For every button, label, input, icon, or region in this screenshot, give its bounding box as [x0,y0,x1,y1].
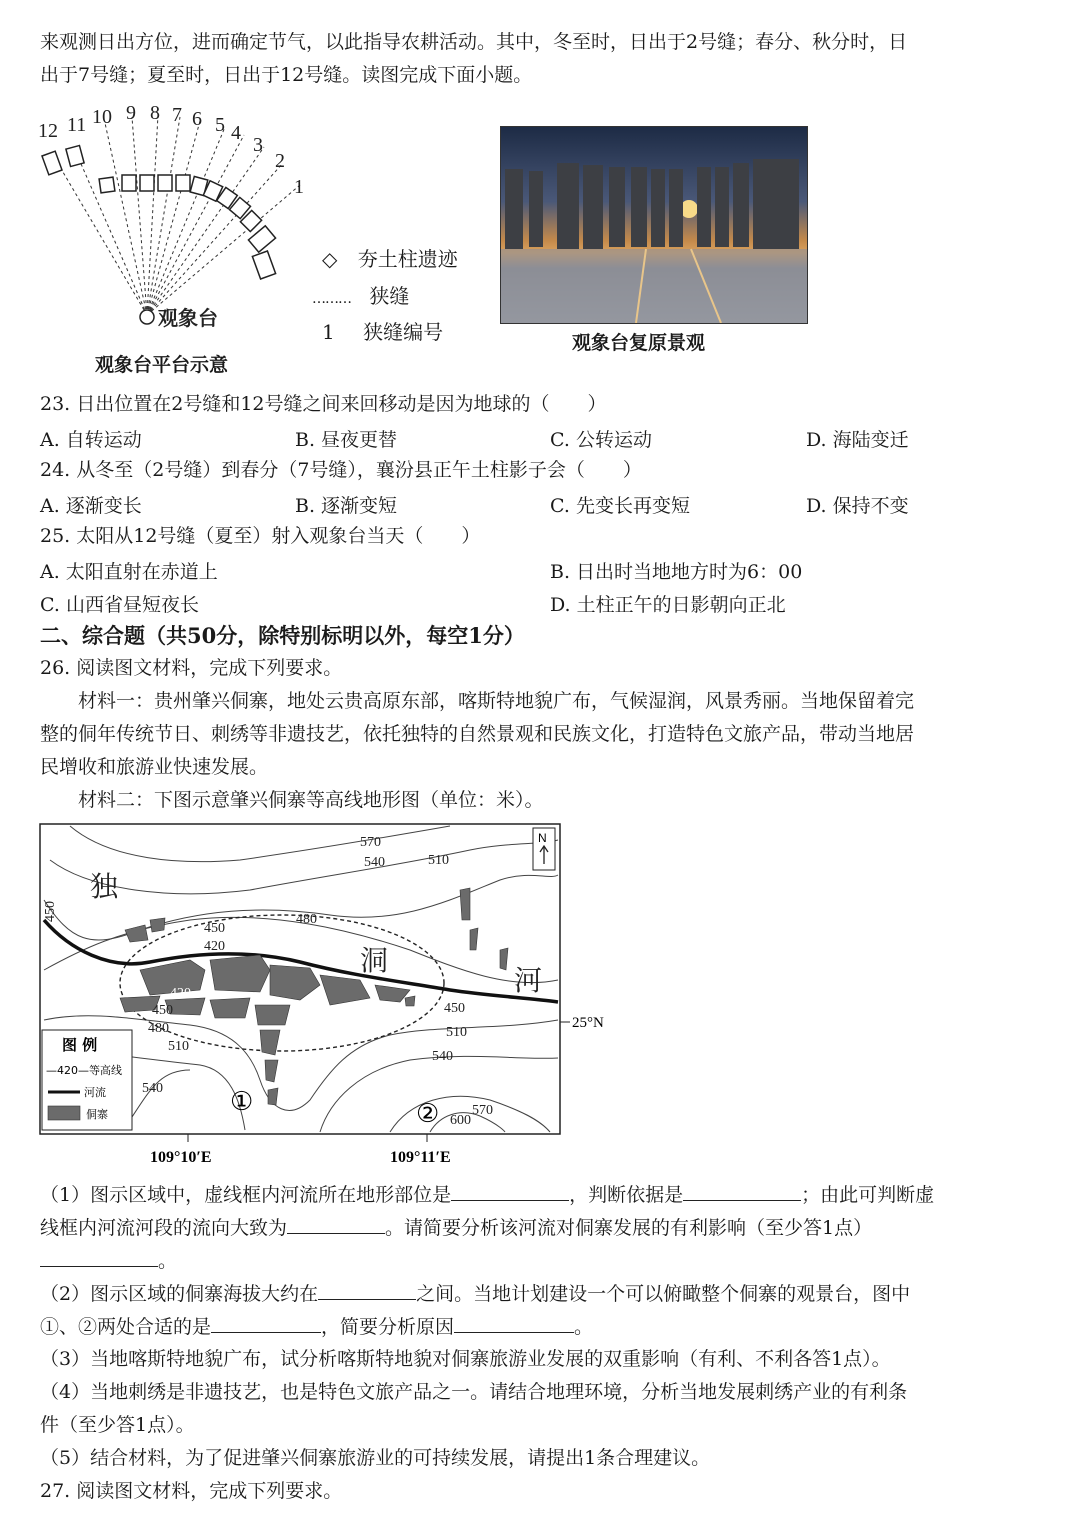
q26-part2-line2 [40,1314,593,1339]
q26-p1-d: 线框内河流河段的流向大致为 [40,1217,288,1239]
contour-label-540c: 540 [142,1081,163,1096]
q26-p1-c: ；由此可判断虚 [801,1184,935,1206]
legend-slit-label: 狭缝 [369,284,410,308]
contour-label-510b: 510 [168,1039,189,1054]
north-label: N [538,831,547,845]
observatory-label: 观象台 [158,306,218,330]
q25-option-a[interactable]: A. 太阳直射在赤道上 [40,561,218,583]
contour-label-570b: 570 [472,1103,493,1118]
q23-option-a[interactable]: A. 自转运动 [40,429,142,451]
q26-p1-a: （1）图示区域中，虚线框内河流所在地形部位是 [40,1184,452,1206]
contour-label-480b: 480 [148,1021,169,1036]
q26-material2: 材料二：下图示意肇兴侗寨等高线地形图（单位：米）。 [40,789,544,811]
contour-label-540b: 540 [432,1049,453,1064]
pillar-blocks [42,145,276,279]
q24-option-b[interactable]: B. 逐渐变短 [295,495,398,517]
q26-p2-blank-1[interactable] [318,1281,416,1300]
contour-label-450b: 450 [204,921,225,936]
contour-label-540a: 540 [364,855,385,870]
q25-option-c[interactable]: C. 山西省昼短夜长 [40,594,199,616]
q26-p1-blank-2[interactable] [683,1182,801,1201]
observatory-photo [500,126,808,324]
q26-p2-d: ，简要分析原因 [321,1316,455,1338]
slit-label-8: 8 [150,102,160,124]
contour-map [30,820,630,1170]
q26-p1-blank-1[interactable] [451,1182,569,1201]
contour-label-450d: 450 [444,1001,465,1016]
q26-p1-blank-4[interactable] [40,1248,158,1267]
q26-p2-b: 之间。当地计划建设一个可以俯瞰整个侗寨的观景台，图中 [416,1283,911,1305]
slit-label-5: 5 [215,114,225,136]
contour-label-480a: 480 [296,912,317,927]
q26-p2-blank-2[interactable] [211,1314,321,1333]
lat-label: 25°N [572,1015,604,1031]
slit-label-9: 9 [126,102,136,124]
q26-p2-a: （2）图示区域的侗寨海拔大约在 [40,1283,319,1305]
map-legend-village: 侗寨 [86,1108,108,1121]
lon-label-left: 109°10′E [150,1149,212,1166]
contour-label-600: 600 [450,1113,471,1128]
contour-label-450c: 450 [152,1003,173,1018]
q23-stem: 23. 日出位置在2号缝和12号缝之间来回移动是因为地球的（ ） [40,393,607,415]
contour-label-570a: 570 [360,835,381,850]
q27-stem: 27. 阅读图文材料，完成下列要求。 [40,1480,343,1502]
q24-option-d[interactable]: D. 保持不变 [806,495,909,517]
legend-number-symbol: 1 [322,320,335,344]
legend-slit [312,280,409,309]
q25-option-b[interactable]: B. 日出时当地地方时为6：00 [550,561,803,583]
section-2-heading: 二、综合题（共50分，除特别标明以外，每空1分） [40,623,525,648]
contour-label-450a: 450 [43,901,58,922]
diagram-caption: 观象台平台示意 [95,354,229,376]
q26-p1-e: 。请简要分析该河流对侗寨发展的有利影响（至少答1点） [385,1217,873,1239]
q23-option-b[interactable]: B. 昼夜更替 [295,429,398,451]
observatory-platform-diagram [30,95,330,345]
river-char-he: 河 [514,964,543,997]
map-legend [42,1030,132,1130]
q26-p1-end: 。 [158,1250,178,1272]
slit-label-1: 1 [294,176,304,198]
q26-stem: 26. 阅读图文材料，完成下列要求。 [40,657,343,679]
slit-label-11: 11 [67,114,87,136]
slit-label-10: 10 [92,106,112,128]
q25-option-d[interactable]: D. 土柱正午的日影朝向正北 [550,594,786,616]
slit-label-2: 2 [275,150,285,172]
river-char-dong: 洞 [360,944,389,977]
q23-option-c[interactable]: C. 公转运动 [550,429,652,451]
q26-p2-end: 。 [574,1316,594,1338]
legend-number [322,316,443,345]
q26-part1-line2 [40,1215,872,1240]
q26-p2-c: ①、②两处合适的是 [40,1316,212,1338]
q23-option-d[interactable]: D. 海陆变迁 [806,429,909,451]
intro-line-1: 来观测日出方位，进而确定节气，以此指导农耕活动。其中，冬至时，日出于2号缝；春分、秋分时，日 [40,31,908,53]
photo-caption: 观象台复原景观 [572,332,706,354]
q26-p1-blank-3[interactable] [287,1215,385,1234]
map-mark-2: ② [416,1099,440,1129]
map-legend-title: 图 例 [62,1036,98,1054]
slit-label-6: 6 [192,108,202,130]
q26-p1-b: ，判断依据是 [569,1184,684,1206]
intro-line-2: 出于7号缝；夏至时，日出于12号缝。读图完成下面小题。 [40,64,533,86]
contour-label-510a: 510 [428,853,449,868]
map-mark-1: ① [230,1087,254,1117]
q24-option-a[interactable]: A. 逐渐变长 [40,495,142,517]
q25-stem: 25. 太阳从12号缝（夏至）射入观象台当天（ ） [40,525,481,547]
village-legend-icon [48,1106,80,1120]
q26-part4-line2: 件（至少答1点）。 [40,1414,195,1436]
q26-material1-line3: 民增收和旅游业快速发展。 [40,756,269,778]
q26-part2-line1 [40,1281,910,1306]
q26-part4-line1: （4）当地刺绣是非遗技艺，也是特色文旅产品之一。请结合地理环境，分析当地发展刺绣产业的有利条 [40,1381,908,1403]
contour-label-510c: 510 [446,1025,467,1040]
lon-label-right: 109°11′E [390,1149,451,1166]
contour-label-420b: 420 [170,986,191,1001]
legend-pillar [322,243,458,272]
q26-part3: （3）当地喀斯特地貌广布，试分析喀斯特地貌对侗寨旅游业发展的双重影响（有利、不利各答1点）。 [40,1348,891,1370]
q26-part1-line1 [40,1182,934,1207]
legend-number-label: 狭缝编号 [363,320,444,344]
contour-label-420a: 420 [204,939,225,954]
q26-part5: （5）结合材料，为了促进肇兴侗寨旅游业的可持续发展，请提出1条合理建议。 [40,1447,711,1469]
river-char-du: 独 [90,870,119,903]
q26-p2-blank-3[interactable] [454,1314,574,1333]
q24-option-c[interactable]: C. 先变长再变短 [550,495,690,517]
q26-part1-line3 [40,1248,177,1273]
legend-pillar-label: 夯土柱遗迹 [357,247,458,271]
slit-label-3: 3 [253,134,263,156]
diamond-icon: ◇ [322,247,338,271]
q26-material1-line2: 整的侗年传统节日、刺绣等非遗技艺，依托独特的自然景观和民族文化，打造特色文旅产品，带动当地居 [40,723,915,745]
q24-stem: 24. 从冬至（2号缝）到春分（7号缝），襄汾县正午土柱影子会（ ） [40,459,642,481]
observatory-photo-illustration [501,127,807,323]
map-legend-contour: —420—等高线 [46,1064,122,1077]
observatory-point [140,310,154,324]
q26-material1-line1: 材料一：贵州肇兴侗寨，地处云贵高原东部，喀斯特地貌广布，气候湿润，风景秀丽。当地保留着完 [40,690,915,712]
slit-label-4: 4 [231,122,241,144]
slit-label-12: 12 [38,120,58,142]
map-legend-river: 河流 [84,1086,106,1099]
dotted-line-icon: ……… [312,291,351,307]
slit-label-7: 7 [172,104,182,126]
